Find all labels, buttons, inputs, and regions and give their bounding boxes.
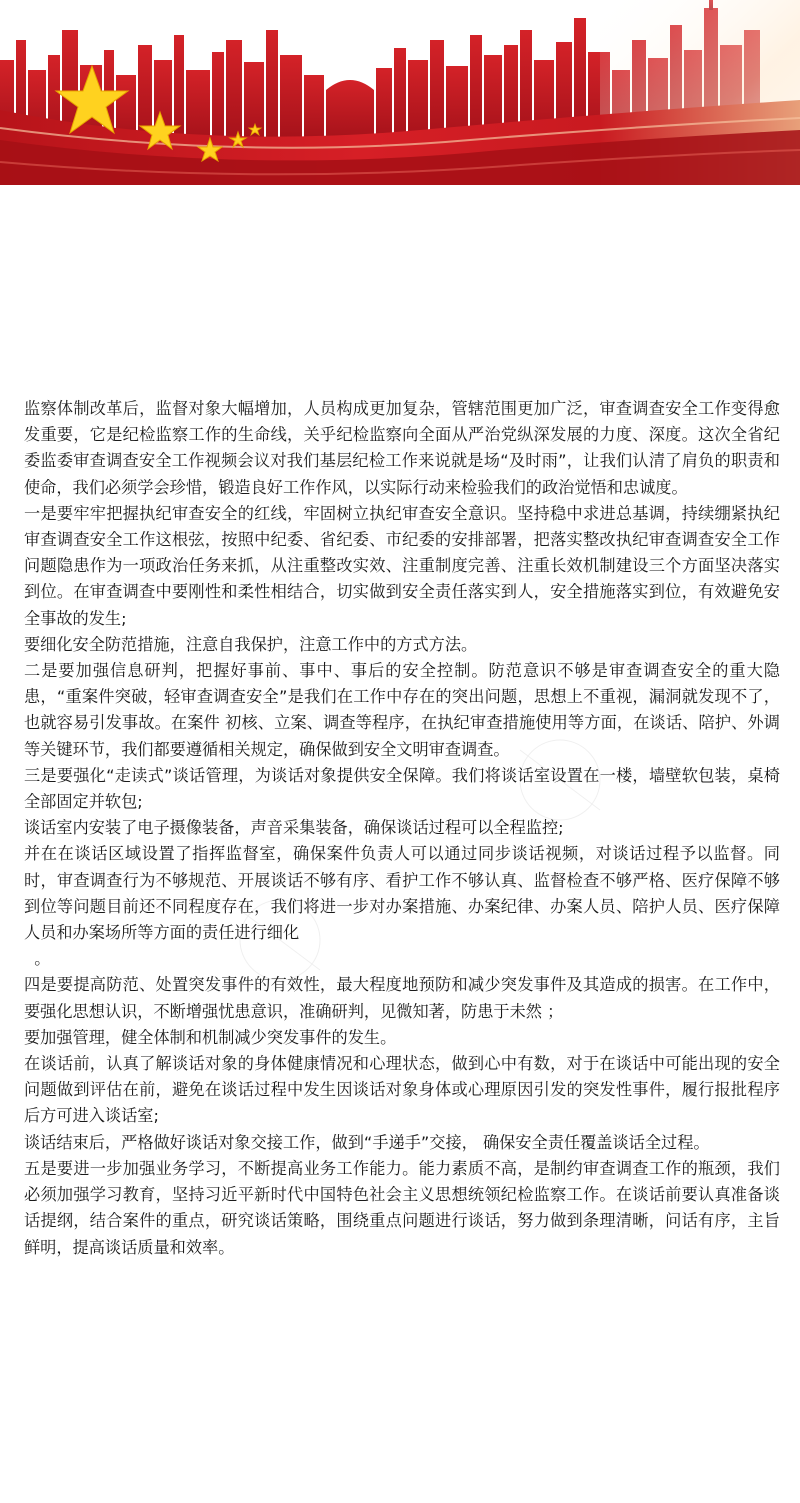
article-paragraph: 监察体制改革后，监督对象大幅增加，人员构成更加复杂，管辖范围更加广泛，审查调查安全工作变得愈发重要，它是纪检监察工作的生命线，关乎纪检监察向全面从严治党纵深发展的力度、深度。这次全省纪委监委审查调查安全工作视频会议对我们基层纪检工作来说就是场“及时雨”，让我们认清了肩负的职责和使命，我们必须学会珍惜，锻造良好工作作风，以实际行动来检验我们的政治觉悟和忠诚度。 [24,399,780,497]
article-paragraph: 二是要加强信息研判，把握好事前、事中、事后的安全控制。防范意识不够是审查调查安全的重大隐患，“重案件突破，轻审查调查安全”是我们在工作中存在的突出问题，思想上不重视，漏洞就发现不了，也就容易引发事故。在案件 初核、立案、调查等程序，在执纪审查措施使用等方面，在谈话、陪护、外调等关键环节，我们都要遵循相关规定，确保做到安全文明审查调查。 [24,661,780,759]
article-paragraph: 四是要提高防范、处置突发事件的有效性，最大程度地预防和减少突发事件及其造成的损害。在工作中，要强化思想认识，不断增强忧患意识，准确研判，见微知著，防患于未然 ； [24,975,780,1021]
article-paragraph: 在谈话前，认真了解谈话对象的身体健康情况和心理状态，做到心中有数，对于在谈话中可能出现的安全问题做到评估在前，避免在谈话过程中发生因谈话对象身体或心理原因引发的突发性事件，履行报批程序后方可进入谈话室; [24,1054,780,1126]
article-paragraph: 。 [24,949,51,969]
header-banner [0,0,800,185]
article-paragraph: 五是要进一步加强业务学习，不断提高业务工作能力。能力素质不高，是制约审查调查工作的瓶颈，我们必须加强学习教育，坚持习近平新时代中国特色社会主义思想统领纪检监察工作。在谈话前要认真准备谈话提纲，结合案件的重点，研究谈话策略，围绕重点问题进行谈话，努力做到条理清晰，问话有序，主旨鲜明，提高谈话质量和效率。 [24,1158,780,1257]
red-skyline-banner [0,0,800,185]
article-paragraph: 一是要牢牢把握执纪审查安全的红线，牢固树立执纪审查安全意识。坚持稳中求进总基调，持续绷紧执纪审查调查安全工作这根弦，按照中纪委、省纪委、市纪委的安排部署，把落实整改执纪审查调查安全工作问题隐患作为一项政治任务来抓，从注重整改实效、注重制度完善、注重长效机制建设三个方面坚决落实到位。在审查调查中要刚性和柔性相结合，切实做到安全责任落实到人，安全措施落实到位，有效避免安全事故的发生; [24,503,780,628]
article-paragraph: 要加强管理，健全体制和机制减少突发事件的发生。 [24,1027,397,1047]
article-paragraph: 三是要强化“走读式”谈话管理，为谈话对象提供安全保障。我们将谈话室设置在一楼，墙壁软包装，桌椅全部固定并软包; [24,765,780,812]
article-paragraph: 谈话结束后，严格做好谈话对象交接工作，做到“手递手”交接， 确保安全责任覆盖谈话全过程。 [24,1132,710,1152]
article-paragraph: 要细化安全防范措施，注意自我保护，注意工作中的方式方法。 [24,634,478,654]
article-paragraph: 并在在谈话区域设置了指挥监督室，确保案件负责人可以通过同步谈话视频，对谈话过程予以监督。同时，审查调查行为不够规范、开展谈话不够有序、看护工作不够认真、监督检查不够严格、医疗保障不够到位等问题目前还不同程度存在，我们将进一步对办案措施、办案纪律、办案人员、陪护人员、医疗保障人员和办案场所等方面的责任进行细化 [24,844,780,943]
article-paragraph: 谈话室内安装了电子摄像装备，声音采集装备，确保谈话过程可以全程监控; [24,818,564,838]
article-body [24,396,780,1261]
